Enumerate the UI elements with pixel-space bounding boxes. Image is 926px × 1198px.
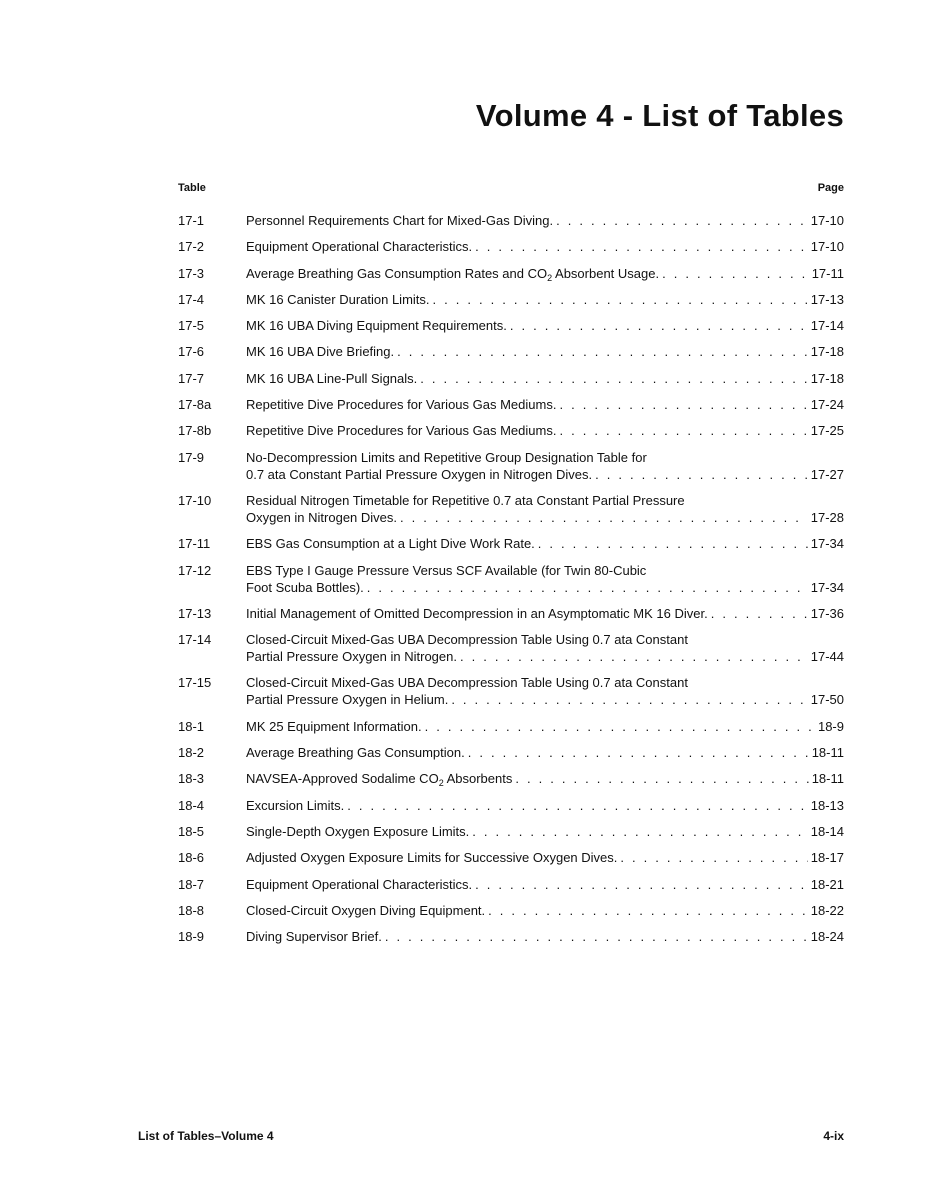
table-title: MK 16 UBA Dive Briefing. xyxy=(246,344,395,360)
page-number: 17-10 xyxy=(810,239,844,255)
entry-body xyxy=(246,238,844,255)
dot-leader xyxy=(559,422,807,439)
entry-last-line xyxy=(246,691,844,708)
entry-body xyxy=(246,797,844,814)
page-number: 18-9 xyxy=(817,718,844,734)
toc-entry[interactable] xyxy=(178,317,844,334)
toc-entry[interactable] xyxy=(178,928,844,945)
entry-body xyxy=(246,928,844,945)
page-number: 17-18 xyxy=(810,344,844,360)
table-title: Equipment Operational Characteristics. xyxy=(246,876,473,892)
table-title: Personnel Requirements Chart for Mixed-Gas Diving. xyxy=(246,213,554,228)
entry-last-line xyxy=(246,509,844,526)
dot-leader xyxy=(468,744,809,761)
table-title: MK 16 Canister Duration Limits. xyxy=(246,291,430,307)
table-number: 18-7 xyxy=(178,876,205,892)
page-column-header: Page xyxy=(817,182,844,194)
toc-entry[interactable] xyxy=(178,343,844,360)
table-title: MK 16 UBA Line-Pull Signals. xyxy=(246,370,418,386)
entry-last-line xyxy=(246,343,844,360)
dot-leader xyxy=(400,509,808,526)
entry-last-line xyxy=(246,579,844,596)
entry-body xyxy=(246,396,844,413)
entry-body xyxy=(246,422,844,439)
table-number: 18-6 xyxy=(178,850,205,866)
table-column-header: Table xyxy=(178,182,206,194)
table-number: 17-11 xyxy=(178,536,211,552)
subscript: 2 xyxy=(547,272,553,283)
table-title-line: Closed-Circuit Mixed-Gas UBA Decompression Table Using 0.7 ata Constant xyxy=(246,675,688,691)
dot-leader xyxy=(397,343,808,360)
entry-body xyxy=(246,343,844,360)
dot-leader xyxy=(620,849,807,866)
table-title-line: Residual Nitrogen Timetable for Repetitive 0.7 ata Constant Partial Pressure xyxy=(246,492,685,508)
table-title: Repetitive Dive Procedures for Various Gas Mediums. xyxy=(246,423,557,439)
dot-leader xyxy=(472,823,807,840)
entry-body xyxy=(246,449,844,483)
table-number: 17-1 xyxy=(178,213,205,228)
entry-last-line xyxy=(246,849,844,866)
entry-body xyxy=(246,823,844,840)
page-number: 18-22 xyxy=(810,902,844,918)
page-number: 17-11 xyxy=(811,265,844,281)
entry-body xyxy=(246,291,844,308)
dot-leader xyxy=(488,902,808,919)
dot-leader xyxy=(559,396,807,413)
page-number: 17-50 xyxy=(810,692,844,708)
toc-entry[interactable] xyxy=(178,396,844,413)
page-number: 18-14 xyxy=(810,823,844,839)
page-number: 18-17 xyxy=(810,850,844,866)
entry-last-line xyxy=(246,770,844,787)
table-number: 17-8a xyxy=(178,397,212,413)
list-of-tables xyxy=(178,212,844,954)
table-title: Foot Scuba Bottles). xyxy=(246,579,364,595)
entry-last-line xyxy=(246,535,844,552)
entry-last-line xyxy=(246,370,844,387)
toc-entry[interactable] xyxy=(178,265,844,282)
table-title: MK 25 Equipment Information. xyxy=(246,718,422,734)
dot-leader xyxy=(460,648,808,665)
table-title: Diving Supervisor Brief. xyxy=(246,929,382,945)
table-number: 17-5 xyxy=(178,318,205,334)
entry-last-line xyxy=(246,902,844,919)
page-number: 17-24 xyxy=(810,397,844,413)
entry-last-line xyxy=(246,718,844,735)
dot-leader xyxy=(510,317,808,334)
table-title: Partial Pressure Oxygen in Helium. xyxy=(246,692,449,708)
entry-last-line xyxy=(246,422,844,439)
entry-body xyxy=(246,605,844,622)
toc-entry[interactable] xyxy=(178,823,844,840)
dot-leader xyxy=(515,770,808,787)
dot-leader xyxy=(385,928,808,945)
entry-body xyxy=(246,535,844,552)
toc-entry[interactable] xyxy=(178,449,844,483)
table-number: 18-4 xyxy=(178,797,205,813)
entry-body xyxy=(246,718,844,735)
toc-entry[interactable] xyxy=(178,718,844,735)
table-number: 17-9 xyxy=(178,449,205,465)
table-title-part: Absorbents xyxy=(443,771,513,787)
page-number: 17-28 xyxy=(810,509,844,525)
table-title: 0.7 ata Constant Partial Pressure Oxygen in Nitrogen Dives. xyxy=(246,466,593,482)
table-title: Initial Management of Omitted Decompression in an Asymptomatic MK 16 Diver. xyxy=(246,605,708,621)
page-number: 17-44 xyxy=(810,649,844,665)
entry-body xyxy=(246,492,844,526)
table-title: Average Breathing Gas Consumption. xyxy=(246,745,465,761)
table-number: 18-8 xyxy=(178,902,205,918)
page-title: Volume 4 - List of Tables xyxy=(475,98,844,133)
entry-last-line xyxy=(246,238,844,255)
table-title xyxy=(246,265,659,282)
entry-body xyxy=(246,265,844,282)
entry-body xyxy=(246,744,844,761)
table-number: 17-6 xyxy=(178,344,205,360)
table-number: 17-14 xyxy=(178,632,212,648)
entry-last-line xyxy=(246,265,844,282)
table-number: 17-15 xyxy=(178,675,212,691)
toc-entry[interactable] xyxy=(178,238,844,255)
page-number: 18-11 xyxy=(811,745,844,761)
toc-entry[interactable] xyxy=(178,770,844,787)
entry-last-line xyxy=(246,744,844,761)
entry-last-line xyxy=(246,466,844,483)
subscript: 2 xyxy=(438,778,444,789)
toc-entry[interactable] xyxy=(178,212,844,229)
table-number: 18-1 xyxy=(178,718,205,734)
dot-leader xyxy=(451,691,807,708)
dot-leader xyxy=(475,876,808,893)
table-title: Closed-Circuit Oxygen Diving Equipment. xyxy=(246,902,486,918)
dot-leader xyxy=(425,718,815,735)
page-number: 17-36 xyxy=(810,605,844,621)
toc-entry[interactable] xyxy=(178,674,844,708)
table-number: 17-2 xyxy=(178,239,205,255)
table-number: 18-9 xyxy=(178,929,205,945)
entry-body xyxy=(246,562,844,596)
entry-last-line xyxy=(246,317,844,334)
dot-leader xyxy=(711,605,808,622)
table-title: Equipment Operational Characteristics. xyxy=(246,239,473,255)
entry-body xyxy=(246,902,844,919)
table-title-line: Closed-Circuit Mixed-Gas UBA Decompression Table Using 0.7 ata Constant xyxy=(246,632,688,648)
table-title-line: No-Decompression Limits and Repetitive Group Designation Table for xyxy=(246,449,647,465)
dot-leader xyxy=(420,370,807,387)
entry-body xyxy=(246,674,844,708)
toc-entry[interactable] xyxy=(178,797,844,814)
table-title xyxy=(246,770,512,787)
table-number: 17-4 xyxy=(178,291,205,307)
page-number: 17-14 xyxy=(810,318,844,334)
page-number: 18-11 xyxy=(811,771,844,787)
toc-entry[interactable] xyxy=(178,849,844,866)
footer-title: List of Tables–Volume 4 xyxy=(138,1129,274,1143)
table-number: 17-12 xyxy=(178,562,212,578)
toc-entry[interactable] xyxy=(178,902,844,919)
entry-last-line xyxy=(246,605,844,622)
dot-leader xyxy=(556,212,808,229)
table-number: 18-5 xyxy=(178,823,205,839)
entry-last-line xyxy=(246,212,844,229)
entry-body xyxy=(246,849,844,866)
table-title: MK 16 UBA Diving Equipment Requirements. xyxy=(246,318,507,334)
entry-body xyxy=(246,317,844,334)
footer-page-number: 4-ix xyxy=(823,1129,844,1143)
toc-entry[interactable] xyxy=(178,422,844,439)
table-number: 17-7 xyxy=(178,370,205,386)
table-title: EBS Gas Consumption at a Light Dive Work Rate. xyxy=(246,536,535,552)
entry-last-line xyxy=(246,648,844,665)
table-title: Partial Pressure Oxygen in Nitrogen. xyxy=(246,649,457,665)
dot-leader xyxy=(475,238,808,255)
dot-leader xyxy=(538,535,808,552)
table-number: 17-3 xyxy=(178,265,205,281)
entry-body xyxy=(246,212,844,229)
entry-body xyxy=(246,876,844,893)
toc-entry[interactable] xyxy=(178,605,844,622)
page-number: 17-34 xyxy=(810,536,844,552)
page-number: 17-27 xyxy=(810,466,844,482)
toc-entry[interactable] xyxy=(178,562,844,596)
table-number: 17-8b xyxy=(178,423,212,439)
toc-entry[interactable] xyxy=(178,631,844,665)
page-number: 18-21 xyxy=(810,876,844,892)
table-title-part: NAVSEA-Approved Sodalime CO xyxy=(246,771,439,787)
table-title: Adjusted Oxygen Exposure Limits for Successive Oxygen Dives. xyxy=(246,850,618,866)
entry-last-line xyxy=(246,876,844,893)
page-number: 17-18 xyxy=(810,370,844,386)
entry-last-line xyxy=(246,823,844,840)
toc-entry[interactable] xyxy=(178,744,844,761)
table-title: Single-Depth Oxygen Exposure Limits. xyxy=(246,823,470,839)
toc-entry[interactable] xyxy=(178,370,844,387)
table-number: 17-10 xyxy=(178,492,212,508)
toc-entry[interactable] xyxy=(178,492,844,526)
toc-entry[interactable] xyxy=(178,535,844,552)
table-title: Oxygen in Nitrogen Dives. xyxy=(246,509,398,525)
page-number: 17-34 xyxy=(810,579,844,595)
toc-entry[interactable] xyxy=(178,291,844,308)
page-number: 17-10 xyxy=(810,213,844,228)
entry-last-line xyxy=(246,291,844,308)
entry-last-line xyxy=(246,928,844,945)
table-number: 18-3 xyxy=(178,771,205,787)
entry-last-line xyxy=(246,396,844,413)
table-number: 17-13 xyxy=(178,605,212,621)
page-number: 18-13 xyxy=(810,797,844,813)
page-number: 18-24 xyxy=(810,929,844,945)
dot-leader xyxy=(367,579,808,596)
table-title-part: Average Breathing Gas Consumption Rates and CO xyxy=(246,265,548,281)
table-title-part: Absorbent Usage. xyxy=(552,265,660,281)
page-number: 17-13 xyxy=(810,291,844,307)
table-number: 18-2 xyxy=(178,745,205,761)
dot-leader xyxy=(433,291,808,308)
dot-leader xyxy=(662,265,809,282)
table-title: Repetitive Dive Procedures for Various Gas Mediums. xyxy=(246,397,557,413)
page-number: 17-25 xyxy=(810,423,844,439)
dot-leader xyxy=(347,797,808,814)
entry-body xyxy=(246,370,844,387)
table-title: Excursion Limits. xyxy=(246,797,345,813)
table-title-line: EBS Type I Gauge Pressure Versus SCF Available (for Twin 80-Cubic xyxy=(246,562,647,578)
entry-body xyxy=(246,770,844,787)
entry-last-line xyxy=(246,797,844,814)
dot-leader xyxy=(595,466,808,483)
entry-body xyxy=(246,631,844,665)
toc-entry[interactable] xyxy=(178,876,844,893)
